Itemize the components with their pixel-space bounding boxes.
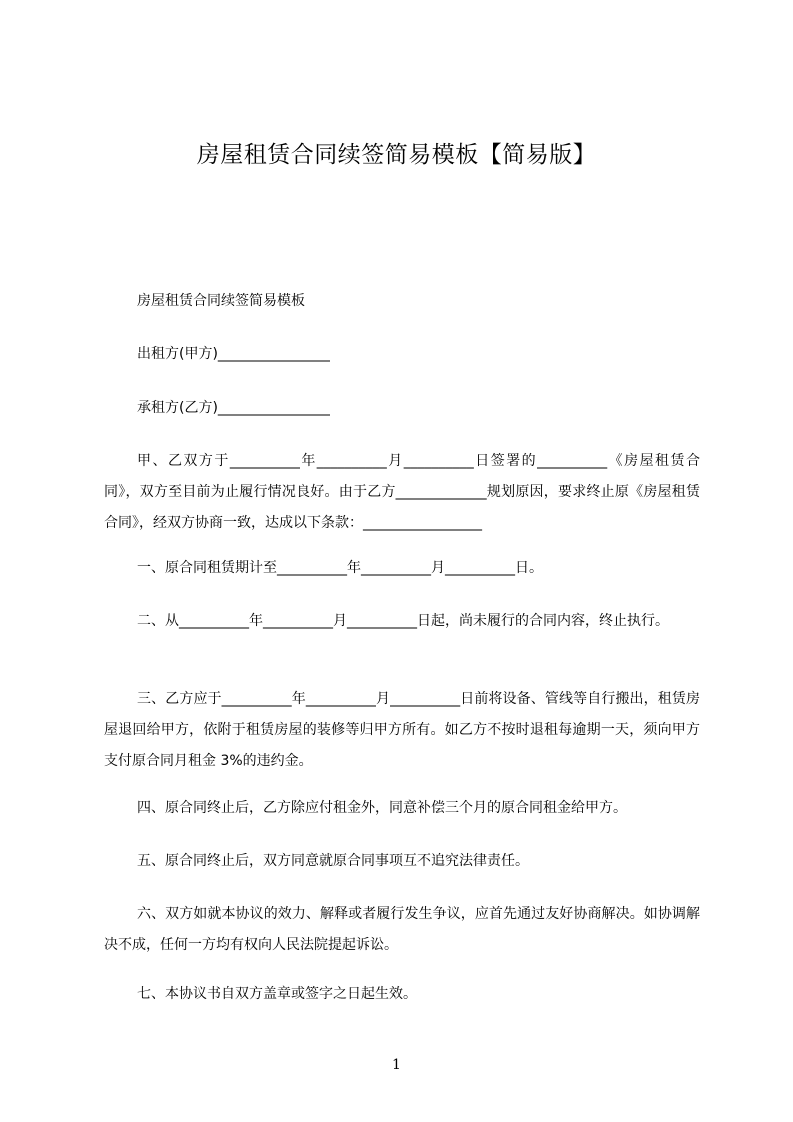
document-title: 房屋租赁合同续签简易模板【简易版】 — [196, 142, 597, 168]
page-number: 1 — [392, 1057, 401, 1073]
clause-3: 三、乙方应于__________年__________月__________日前将设备、管线等自行搬出，租赁房屋退回给甲方，依附于租赁房屋的装修等归甲方所有。如乙方不按时退租每逾期一天，须向甲方支付原合同月租金 3%的违约金。 — [104, 691, 700, 769]
preamble-paragraph: 甲、乙双方于__________年__________月__________日签署的__________《房屋租赁合同》，双方至目前为止履行情况良好。由于乙方_____________规划原因，要求终止原《房屋租赁合同》，经双方协商一致，达成以下条款：_________________ — [104, 453, 700, 531]
clause-2: 二、从__________年__________月__________日起，尚未履行的合同内容，终止执行。 — [137, 613, 669, 629]
clause-4: 四、原合同终止后，乙方除应付租金外，同意补偿三个月的原合同租金给甲方。 — [137, 800, 627, 816]
subtitle-paragraph: 房屋租赁合同续签简易模板 — [137, 293, 305, 309]
clause-6: 六、双方如就本协议的效力、解释或者履行发生争议，应首先通过友好协商解决。如协调解决不成，任何一方均有权向人民法院提起诉讼。 — [104, 906, 700, 953]
lessor-line: 出租方(甲方)________________ — [137, 346, 330, 362]
clause-5: 五、原合同终止后，双方同意就原合同事项互不追究法律责任。 — [137, 853, 529, 869]
lessee-line: 承租方(乙方)________________ — [137, 400, 330, 416]
clause-1: 一、原合同租赁期计至__________年__________月__________日。 — [137, 560, 543, 576]
clause-7: 七、本协议书自双方盖章或签字之日起生效。 — [137, 986, 417, 1002]
